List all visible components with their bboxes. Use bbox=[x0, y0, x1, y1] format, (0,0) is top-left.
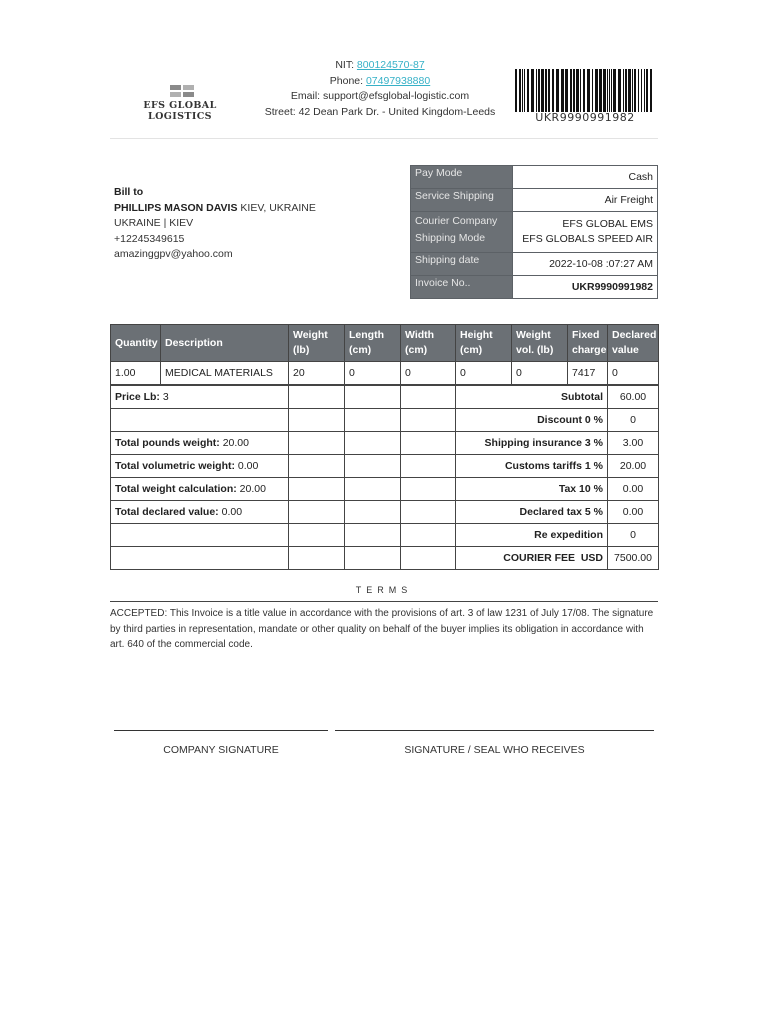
header-height: Height (cm) bbox=[456, 325, 512, 362]
barcode bbox=[515, 69, 655, 112]
empty-cell bbox=[289, 501, 345, 524]
barcode-bar bbox=[607, 69, 608, 112]
pay-mode-row bbox=[411, 166, 658, 189]
bill-to-city: KIEV, UKRAINE bbox=[237, 201, 316, 214]
barcode-bar bbox=[561, 69, 564, 112]
total-volumetric bbox=[111, 455, 289, 478]
bill-to-name-line bbox=[114, 201, 404, 217]
logo-icon bbox=[170, 85, 196, 99]
empty-cell bbox=[289, 547, 345, 570]
barcode-bar bbox=[592, 69, 593, 112]
summary-label: Shipping insurance 3 % bbox=[456, 432, 608, 455]
empty-cell bbox=[289, 409, 345, 432]
item-weight: 20 bbox=[289, 362, 345, 386]
empty-cell bbox=[345, 409, 401, 432]
header-declared-value: Declared value bbox=[608, 325, 659, 362]
empty-cell bbox=[289, 524, 345, 547]
item-declared-value: 0 bbox=[608, 362, 659, 386]
price-lb-value: 3 bbox=[159, 391, 169, 403]
summary-row bbox=[111, 432, 659, 455]
barcode-bar bbox=[587, 69, 590, 112]
empty-cell bbox=[345, 501, 401, 524]
service-shipping-label: Service Shipping bbox=[411, 189, 513, 212]
bill-to-phone: +12245349615 bbox=[114, 232, 185, 245]
barcode-bar bbox=[576, 69, 579, 112]
barcode-bar bbox=[628, 69, 631, 112]
barcode-bar bbox=[524, 69, 525, 112]
summary-value: 20.00 bbox=[608, 455, 659, 478]
header-divider bbox=[110, 138, 658, 139]
bill-to-country: UKRAINE | KIEV bbox=[114, 217, 194, 229]
total-calc-label: Total weight calculation: bbox=[115, 483, 237, 495]
empty-cell bbox=[289, 385, 345, 409]
barcode-bar bbox=[599, 69, 602, 112]
barcode-number: UKR9990991982 bbox=[535, 111, 635, 124]
phone-line bbox=[260, 74, 500, 90]
item-weight-vol: 0 bbox=[512, 362, 568, 386]
summary-label: Re expedition bbox=[456, 524, 608, 547]
header-description: Description bbox=[161, 325, 289, 362]
item-fixed-charge: 7417 bbox=[568, 362, 608, 386]
bill-to-block bbox=[114, 185, 404, 263]
empty-cell bbox=[289, 455, 345, 478]
item-length: 0 bbox=[345, 362, 401, 386]
company-signature-line bbox=[114, 730, 328, 731]
summary-value: 0.00 bbox=[608, 501, 659, 524]
nit-label: NIT: bbox=[335, 59, 354, 71]
street-line: Street: 42 Dean Park Dr. - United Kingdom-Leeds bbox=[264, 105, 496, 118]
barcode-bar bbox=[580, 69, 581, 112]
summary-label: Declared tax 5 % bbox=[456, 501, 608, 524]
summary-row bbox=[111, 385, 659, 409]
header-weight-vol: Weight vol. (lb) bbox=[512, 325, 568, 362]
barcode-bar bbox=[632, 69, 633, 112]
barcode-bar bbox=[541, 69, 544, 112]
empty-cell bbox=[401, 547, 456, 570]
invoice-no-value: UKR9990991982 bbox=[513, 276, 658, 299]
shipping-info-table bbox=[410, 165, 658, 299]
barcode-bar bbox=[623, 69, 624, 112]
nit-link[interactable]: 800124570-87 bbox=[356, 59, 425, 71]
item-description: MEDICAL MATERIALS bbox=[161, 362, 289, 386]
barcode-bar bbox=[638, 69, 639, 112]
summary-row bbox=[111, 501, 659, 524]
terms-text: ACCEPTED: This Invoice is a title value in accordance with the provisions of art. 3 of law 1231 of July 17/08. The signature by third parties in representation, mandate or other quality on behalf of the buyer implies its obligation in accordance with art. 640 of the commercial code. bbox=[110, 608, 654, 650]
total-pounds-label: Total pounds weight: bbox=[115, 437, 220, 449]
pay-mode-value: Cash bbox=[513, 166, 658, 189]
barcode-bar bbox=[545, 69, 547, 112]
total-pounds bbox=[111, 432, 289, 455]
summary-value: 0 bbox=[608, 409, 659, 432]
summary-row bbox=[111, 409, 659, 432]
receiver-signature-label: SIGNATURE / SEAL WHO RECEIVES bbox=[404, 744, 585, 756]
barcode-bar bbox=[609, 69, 610, 112]
summary-row bbox=[111, 524, 659, 547]
shipping-date-label: Shipping date bbox=[411, 253, 513, 276]
empty-cell bbox=[111, 409, 289, 432]
empty-cell bbox=[401, 409, 456, 432]
empty-cell bbox=[111, 524, 289, 547]
courier-fee-value: 7500.00 bbox=[608, 547, 659, 570]
courier-fee-label: COURIER FEE USD bbox=[456, 547, 608, 570]
summary-row bbox=[111, 478, 659, 501]
barcode-bar bbox=[519, 69, 521, 112]
shipping-date-value: 2022-10-08 :07:27 AM bbox=[513, 253, 658, 276]
bill-to-label: Bill to bbox=[114, 186, 144, 198]
barcode-bar bbox=[570, 69, 572, 112]
barcode-bar bbox=[611, 69, 612, 112]
courier-company-value: EFS GLOBAL EMS bbox=[562, 218, 653, 230]
total-declared bbox=[111, 501, 289, 524]
bill-to-email: amazinggpv@yahoo.com bbox=[114, 248, 233, 260]
courier-labels bbox=[411, 212, 513, 253]
header-length: Length (cm) bbox=[345, 325, 401, 362]
empty-cell bbox=[401, 385, 456, 409]
item-width: 0 bbox=[401, 362, 456, 386]
summary-label: Subtotal bbox=[456, 385, 608, 409]
courier-values bbox=[513, 212, 658, 253]
company-logo bbox=[110, 82, 250, 122]
header-weight: Weight (lb) bbox=[289, 325, 345, 362]
barcode-bar bbox=[556, 69, 559, 112]
empty-cell bbox=[345, 478, 401, 501]
header-fixed-charge: Fixed charge bbox=[568, 325, 608, 362]
empty-cell bbox=[289, 432, 345, 455]
empty-cell bbox=[289, 478, 345, 501]
invoice-no-label: Invoice No.. bbox=[411, 276, 513, 299]
empty-cell bbox=[345, 455, 401, 478]
summary-row bbox=[111, 547, 659, 570]
total-pounds-value: 20.00 bbox=[219, 437, 249, 449]
terms-divider bbox=[110, 601, 658, 602]
receiver-signature-line bbox=[335, 730, 654, 731]
service-shipping-value: Air Freight bbox=[513, 189, 658, 212]
phone-link[interactable]: 07497938880 bbox=[365, 74, 431, 87]
barcode-bar bbox=[644, 69, 645, 112]
barcode-bar bbox=[522, 69, 523, 112]
barcode-bar bbox=[603, 69, 606, 112]
price-lb-label: Price Lb: bbox=[115, 391, 160, 403]
nit-line bbox=[260, 58, 500, 74]
service-shipping-row bbox=[411, 189, 658, 212]
items-table bbox=[110, 324, 659, 570]
barcode-bar bbox=[515, 69, 517, 112]
barcode-bar bbox=[552, 69, 554, 112]
empty-cell bbox=[401, 455, 456, 478]
summary-value: 60.00 bbox=[608, 385, 659, 409]
bill-to-name: PHILLIPS MASON DAVIS bbox=[114, 201, 238, 214]
courier-company-label: Courier Company bbox=[415, 215, 498, 227]
barcode-bar bbox=[531, 69, 534, 112]
empty-cell bbox=[401, 432, 456, 455]
barcode-bar bbox=[625, 69, 627, 112]
barcode-bar bbox=[650, 69, 652, 112]
email-line: Email: support@efsglobal-logistic.com bbox=[290, 90, 470, 102]
company-contact bbox=[260, 58, 500, 120]
terms-title: TERMS bbox=[355, 585, 413, 595]
barcode-bar bbox=[536, 69, 537, 112]
shipping-mode-value: EFS GLOBALS SPEED AIR bbox=[522, 233, 653, 245]
barcode-bar bbox=[538, 69, 540, 112]
company-signature-label: COMPANY SIGNATURE bbox=[163, 744, 279, 756]
empty-cell bbox=[111, 547, 289, 570]
item-height: 0 bbox=[456, 362, 512, 386]
empty-cell bbox=[345, 385, 401, 409]
empty-cell bbox=[401, 478, 456, 501]
barcode-bar bbox=[573, 69, 575, 112]
empty-cell bbox=[345, 432, 401, 455]
barcode-bar bbox=[548, 69, 550, 112]
phone-label: Phone: bbox=[329, 74, 364, 87]
barcode-bar bbox=[641, 69, 642, 112]
total-declared-value: 0.00 bbox=[218, 506, 243, 518]
total-volumetric-label: Total volumetric weight: bbox=[115, 460, 235, 472]
barcode-bar bbox=[527, 69, 529, 112]
summary-value: 3.00 bbox=[608, 432, 659, 455]
barcode-bar bbox=[613, 69, 616, 112]
empty-cell bbox=[401, 524, 456, 547]
total-calc bbox=[111, 478, 289, 501]
table-row bbox=[111, 362, 659, 386]
table-header-row bbox=[111, 325, 659, 362]
shipping-date-row bbox=[411, 253, 658, 276]
price-lb bbox=[111, 385, 289, 409]
invoice-no-row bbox=[411, 276, 658, 299]
summary-label: Tax 10 % bbox=[456, 478, 608, 501]
summary-row bbox=[111, 455, 659, 478]
summary-label: Discount 0 % bbox=[456, 409, 608, 432]
courier-row bbox=[411, 212, 658, 253]
total-declared-label: Total declared value: bbox=[115, 506, 219, 518]
shipping-mode-label: Shipping Mode bbox=[415, 232, 486, 244]
pay-mode-label: Pay Mode bbox=[411, 166, 513, 189]
empty-cell bbox=[345, 524, 401, 547]
total-calc-value: 20.00 bbox=[236, 483, 266, 495]
barcode-bar bbox=[583, 69, 585, 112]
header-width: Width (cm) bbox=[401, 325, 456, 362]
total-volumetric-value: 0.00 bbox=[234, 460, 259, 472]
item-quantity: 1.00 bbox=[111, 362, 161, 386]
summary-value: 0.00 bbox=[608, 478, 659, 501]
summary-label: Customs tariffs 1 % bbox=[456, 455, 608, 478]
barcode-bar bbox=[618, 69, 621, 112]
summary-value: 0 bbox=[608, 524, 659, 547]
barcode-bar bbox=[646, 69, 648, 112]
barcode-bar bbox=[634, 69, 636, 112]
logo-text: EFS GLOBAL LOGISTICS bbox=[143, 100, 217, 122]
empty-cell bbox=[401, 501, 456, 524]
barcode-bar bbox=[595, 69, 598, 112]
empty-cell bbox=[345, 547, 401, 570]
header-quantity: Quantity bbox=[111, 325, 161, 362]
barcode-bar bbox=[565, 69, 568, 112]
